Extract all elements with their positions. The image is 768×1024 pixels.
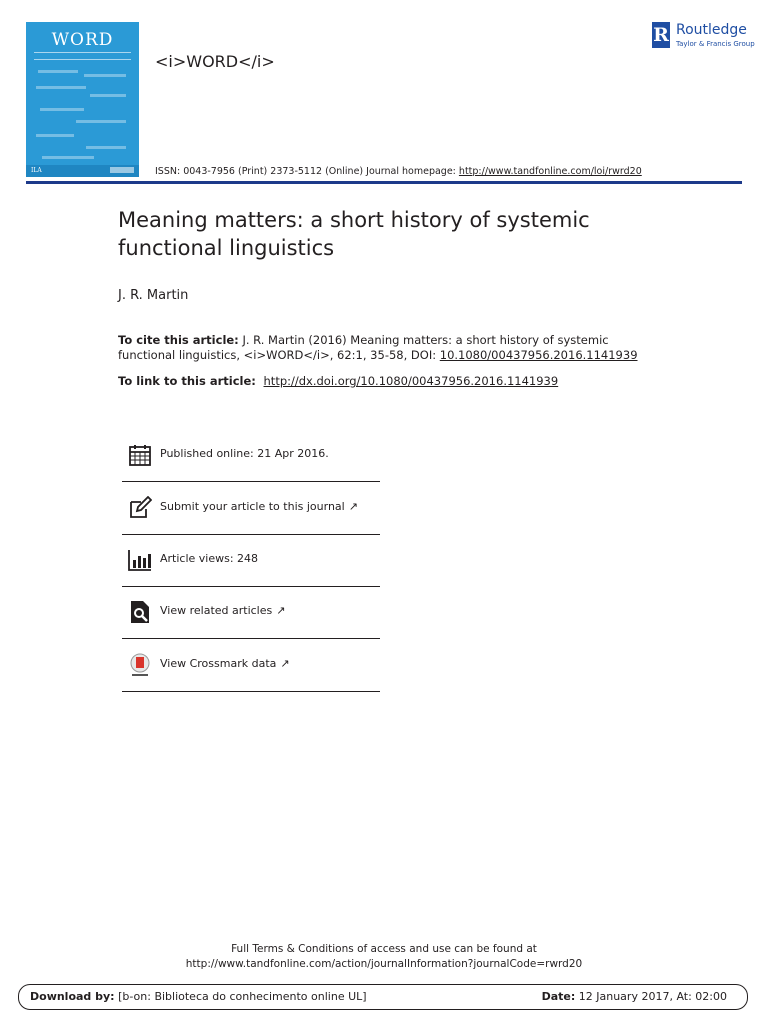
search-doc-icon (128, 600, 152, 624)
edit-icon (128, 496, 152, 520)
issn-line (155, 166, 642, 177)
article-link-line (118, 374, 558, 388)
journal-cover-image (26, 22, 139, 177)
article-views-row (122, 534, 380, 587)
doi-link[interactable]: 10.1080/00437956.2016.1141939 (439, 348, 638, 362)
link-label: To link to this article: (118, 374, 260, 388)
crossmark-link[interactable]: View Crossmark data (160, 657, 277, 670)
terms-notice (0, 942, 768, 972)
cover-text-line (90, 94, 126, 97)
cover-text-line (36, 134, 74, 137)
external-link-icon: ↗ (280, 657, 290, 670)
crossmark-icon (128, 653, 152, 677)
header-divider (26, 181, 742, 184)
cover-footer-mark: ILA (31, 167, 42, 174)
terms-url-link[interactable]: http://www.tandfonline.com/action/journalInformation?journalCode=rwrd20 (185, 958, 583, 970)
submit-article-row[interactable] (122, 482, 380, 535)
date-value: 12 January 2017, At: 02:00 (575, 990, 727, 1003)
published-online-label: Published online: 21 Apr 2016. (160, 447, 329, 460)
cover-subtitle-band (34, 52, 131, 60)
external-link-icon: ↗ (348, 500, 358, 513)
cover-text-line (38, 70, 78, 73)
published-online-row (122, 429, 380, 482)
date-label: Date: (541, 990, 576, 1003)
cover-publisher-mark (110, 167, 134, 173)
related-articles-link[interactable]: View related articles (160, 604, 273, 617)
cover-text-line (86, 146, 126, 149)
cite-label: To cite this article: (118, 333, 239, 347)
cover-text-line (42, 156, 94, 159)
article-doi-url-link[interactable]: http://dx.doi.org/10.1080/00437956.2016.1141939 (263, 374, 559, 388)
routledge-r-icon: R (653, 24, 669, 46)
download-info-bar (18, 984, 748, 1010)
publisher-name: Routledge (676, 22, 747, 38)
cover-text-line (36, 86, 86, 89)
citation-block (118, 333, 658, 363)
download-value: [b-on: Biblioteca do conhecimento online UL] (114, 990, 367, 1003)
article-views-label: Article views: 248 (160, 552, 259, 565)
routledge-logo (652, 22, 755, 50)
calendar-icon (128, 443, 152, 467)
journal-title: <i>WORD</i> (155, 52, 275, 71)
cover-text-line (76, 120, 126, 123)
cover-footer (26, 165, 139, 177)
download-by (30, 990, 367, 1003)
issn-text: ISSN: 0043-7956 (Print) 2373-5112 (Online) Journal homepage: (155, 166, 459, 177)
journal-homepage-link[interactable]: http://www.tandfonline.com/loi/rwrd20 (458, 166, 642, 177)
terms-line: Full Terms & Conditions of access and use can be found at (231, 943, 537, 955)
article-title: Meaning matters: a short history of systemic functional linguistics (118, 208, 590, 260)
article-author: J. R. Martin (118, 288, 189, 303)
download-date (542, 990, 727, 1003)
cover-text-line (40, 108, 84, 111)
cite-text: J. R. Martin (2016) Meaning matters: a short history of systemic functional linguistics, <i>WORD</i>, 62:1, 35-58, DOI: (118, 333, 609, 362)
submit-article-link[interactable]: Submit your article to this journal (160, 500, 345, 513)
cover-text-line (84, 74, 126, 77)
bar-chart-icon (128, 548, 152, 572)
related-articles-row[interactable] (122, 586, 380, 639)
download-label: Download by: (30, 990, 115, 1003)
external-link-icon: ↗ (276, 604, 286, 617)
publisher-subtitle: Taylor & Francis Group (676, 40, 755, 48)
cover-title: WORD (51, 30, 114, 50)
crossmark-row[interactable] (122, 639, 380, 692)
